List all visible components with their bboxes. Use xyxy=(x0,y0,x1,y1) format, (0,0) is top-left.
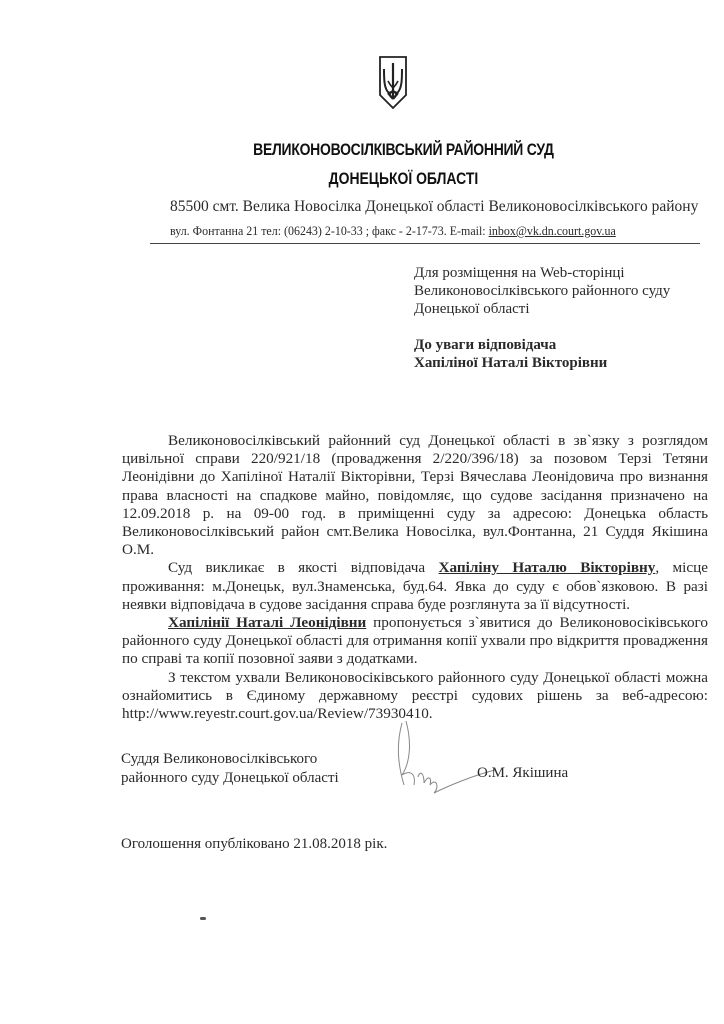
defendant-name: Хапіліної Наталі Вікторівни xyxy=(414,355,608,371)
court-contacts xyxy=(170,223,616,239)
recipient-line-1: Для розміщення на Web-сторінці xyxy=(414,265,625,281)
court-address: 85500 смт. Велика Новосілка Донецької області Великоновосілківського району xyxy=(170,198,699,215)
contacts-text: вул. Фонтанна 21 тел: (06243) 2-10-33 ; факс - 2-17-73. E-mail: xyxy=(170,223,489,238)
recipient-line-3: Донецької області xyxy=(414,301,530,317)
attention-label: До уваги відповідача xyxy=(414,337,557,353)
scan-artifact xyxy=(200,917,206,920)
judge-title xyxy=(121,750,339,788)
judge-title-line-1: Суддя Великоновосілківського xyxy=(121,751,318,767)
paragraph-2 xyxy=(122,559,708,614)
p3-defendant-name: Хапілінії Наталі Леонідівни xyxy=(168,614,367,632)
publication-date: Оголошення опубліковано 21.08.2018 рік. xyxy=(121,836,388,852)
paragraph-4: З текстом ухвали Великоновосіківського районного суду Донецької області можна ознайомитись в Єдиному державному реєстрі судових рішень за веб-адресою: http://www.reyestr.court.gov.ua/Review/73930410. xyxy=(122,668,708,723)
recipient-line-2: Великоновосілківського районного суду xyxy=(414,283,671,299)
paragraph-3 xyxy=(122,614,708,669)
paragraph-1: Великоновосілківський районний суд Донецької області в зв`язку з розглядом цивільної справи 220/921/18 (провадження 2/220/396/18) за позовом Терзі Тетяни Леонідівни до Хапіліної Наталії Вікторівни, Терзі Вячеслава Леонідовича про визнання права власності на спадкове майно, повідомляє, що судове засідання призначено на 12.09.2018 р. на 09-00 год. в приміщенні суду за адресою: Донецька область Великоновосілківський район смт.Велика Новосілка, вул.Фонтанна, 21 Суддя Якішина О.М. xyxy=(122,432,708,559)
court-name: ВЕЛИКОНОВОСІЛКІВСЬКИЙ РАЙОННИЙ СУД xyxy=(253,140,554,159)
notice-body xyxy=(122,432,708,723)
p2-prefix: Суд викликає в якості відповідача xyxy=(168,559,439,577)
recipient-block xyxy=(414,264,670,372)
p2-suffix: , місце проживання: м.Донецьк, вул.Знаменська, буд.64. Явка до суду є обов`язковою. В разі неявки відповідача в судове засідання справа буде розглянута за її відсутності. xyxy=(122,559,708,613)
email-link[interactable]: inbox@vk.dn.court.gov.ua xyxy=(488,223,616,238)
handwritten-signature xyxy=(390,715,500,795)
court-region: ДОНЕЦЬКОЇ ОБЛАСТІ xyxy=(328,169,479,188)
judge-name: О.М. Якішина xyxy=(477,765,569,781)
header-divider xyxy=(150,243,700,244)
judge-title-line-2: районного суду Донецької області xyxy=(121,770,339,786)
ukraine-coat-of-arms-icon xyxy=(378,55,408,110)
p2-defendant-name: Хапіліну Наталю Вікторівну xyxy=(438,559,656,577)
p3-suffix: пропонується з`явитися до Великоновосіківського районного суду Донецької області для отримання копії ухвали про відкриття провадження по справі та копії позовної заяви з додатками. xyxy=(122,614,709,668)
